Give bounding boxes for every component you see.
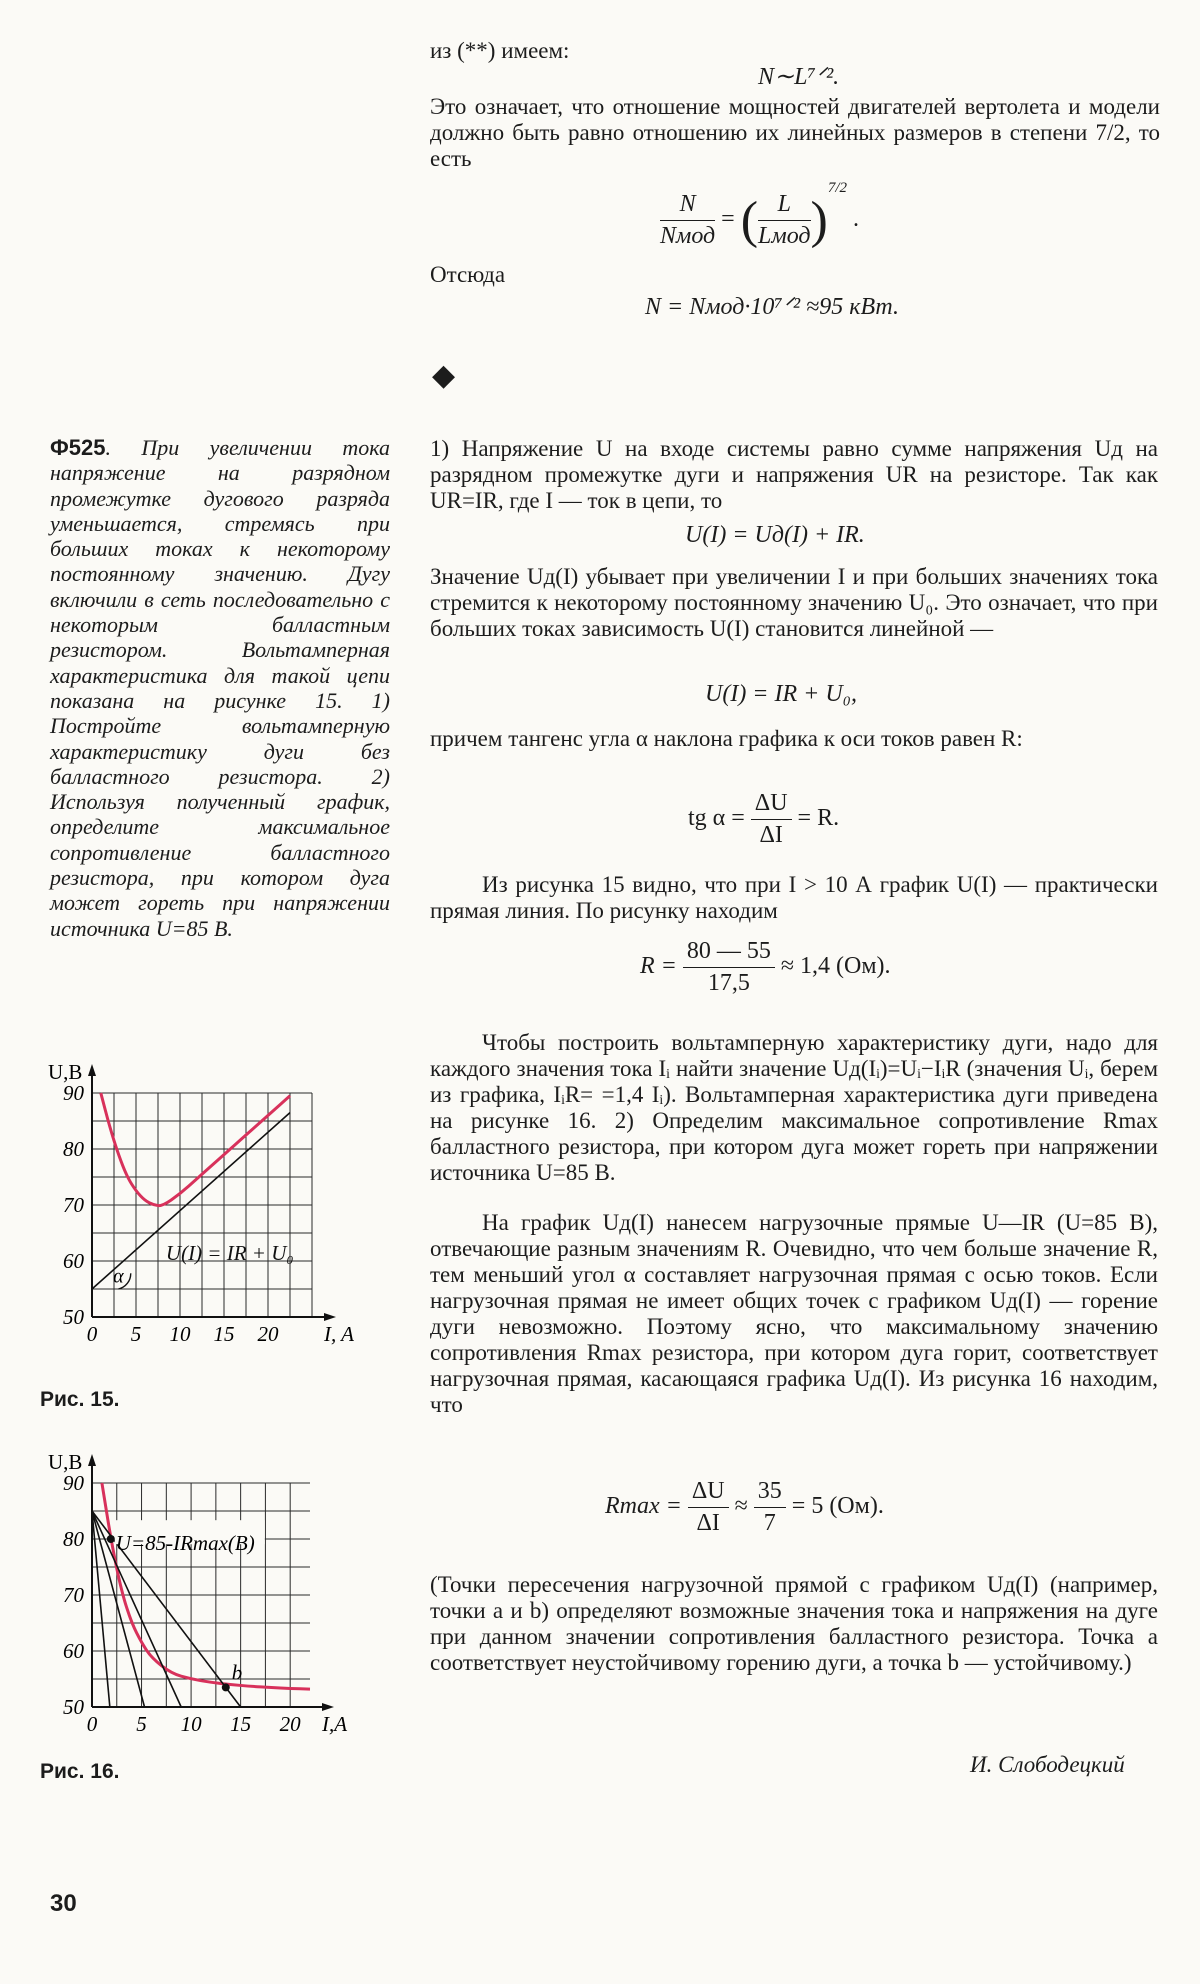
- figure-15-chart: [40, 1045, 410, 1365]
- series-line-curve: [102, 1483, 310, 1689]
- fraction-n: $\frac{N}{\text{Nмод}}$: [660, 190, 716, 249]
- solution-paragraph-3: причем тангенс угла α наклона графика к оси токов равен R:: [430, 726, 1023, 751]
- annotation-load-line: U=85-IRmax(B): [115, 1531, 255, 1556]
- y-tick-label: 70: [63, 1583, 84, 1607]
- y-axis-label: U,B: [48, 1450, 83, 1474]
- y-axis-arrow: [88, 1064, 96, 1076]
- y-axis-label: U,B: [48, 1060, 83, 1084]
- x-tick-label: 0: [86, 1322, 98, 1346]
- intro-line: из (**) имеем:: [430, 38, 570, 63]
- x-axis-arrow: [324, 1313, 336, 1321]
- equation-tangent: tg α = $\frac{\Delta U}{\Delta I}$ = R.: [688, 790, 840, 848]
- y-tick-label: 90: [63, 1081, 84, 1105]
- y-tick-label: 50: [63, 1695, 84, 1719]
- solution-paragraph-2: Значение Uд(I) убывает при увеличении I и при больших значениях тока стремится к некоторому постоянному значению U₀. Это означает, что при больших токах зависимость U(I) становится линейной —: [430, 564, 1158, 641]
- solution-paragraph-5: Чтобы построить вольтамперную характеристику дуги, надо для каждого значения тока Iᵢ найти значение Uд(Iᵢ)=Uᵢ−IᵢR (значения Uᵢ, берем из графика, IᵢR= =1,4 Iᵢ). Вольтамперная характеристика дуги приведена на рисунке 16. 2) Определим максимальное сопротивление Rmax балластного резистора, при котором дуга может гореть при напряжении источника U=85 В.: [430, 1030, 1158, 1185]
- figure-16-plot: [48, 1450, 347, 1736]
- x-tick-label: 0: [86, 1712, 98, 1736]
- y-tick-label: 60: [63, 1249, 84, 1273]
- x-tick-label: 5: [136, 1712, 147, 1736]
- x-tick-label: 5: [130, 1322, 142, 1346]
- solution-paragraph-6: На график Uд(I) нанесем нагрузочные прямые U—IR (U=85 В), отвечающие разным значениям R. Очевидно, что чем больше значение R, тем меньший угол α составляет нагрузочная прямая с осью токов. Если нагрузочная прямая не имеет общих точек с графиком Uд(I) — горение дуги невозможно. Поэтому ясно, что максимальному значению сопротивления Rmax резистора, при котором дуга горит, соответствует нагрузочная прямая, касающаяся графика Uд(I). Из рисунка 16 находим, что: [430, 1210, 1158, 1417]
- paragraph-power-ratio: Это означает, что отношение мощностей двигателей вертолета и модели должно быть равно отношению их линейных размеров в степени 7/2, то есть: [430, 94, 1160, 171]
- x-axis-label: I,A: [322, 1712, 348, 1736]
- x-tick-label: 10: [169, 1322, 191, 1346]
- equation-n-proportional: N∼L⁷ᐟ².: [758, 64, 840, 90]
- author-signature: И. Слободецкий: [970, 1752, 1125, 1777]
- figure-16-chart: [40, 1435, 410, 1755]
- x-tick-label: 15: [213, 1322, 235, 1346]
- problem-statement: [50, 435, 390, 941]
- y-tick-label: 60: [63, 1639, 84, 1663]
- y-tick-label: 80: [63, 1527, 84, 1551]
- equation-n-value: N = Nмод·10⁷ᐟ² ≈95 кВт.: [645, 294, 900, 320]
- y-tick-label: 90: [63, 1471, 84, 1495]
- equation-u-sum: U(I) = Uд(I) + IR.: [685, 522, 865, 548]
- page-number: 30: [50, 1890, 77, 1917]
- y-axis-arrow: [88, 1454, 96, 1466]
- x-tick-label: 20: [279, 1712, 301, 1736]
- data-point-a: [107, 1535, 115, 1543]
- solution-paragraph-7: (Точки пересечения нагрузочной прямой с графиком Uд(I) (например, точки a и b) определяют возможные значения тока и напряжения на дуге при данном значении сопротивления балластного резистора. Точка a соответствует неустойчивому горению дуги, а точка b — устойчивому.): [430, 1572, 1158, 1675]
- equation-rmax: Rmax = $\frac{\Delta U}{\Delta I}$ ≈ $\frac{35}{7}$ = 5 (Ом).: [605, 1478, 884, 1536]
- section-diamond-icon: ◆: [432, 358, 456, 393]
- fraction-l: $\frac{L}{\text{Lмод}}$: [758, 190, 811, 249]
- x-axis-label: I, A: [324, 1322, 354, 1346]
- point-label-b: b: [231, 1660, 243, 1685]
- y-tick-label: 80: [63, 1137, 84, 1161]
- fraction-du-di: $\frac{\Delta U}{\Delta I}$: [751, 790, 792, 849]
- x-tick-label: 20: [257, 1322, 279, 1346]
- hence-word: Отсюда: [430, 262, 506, 287]
- equation-ratio: $\frac{N}{\text{Nмод}}$ = ( $\frac{L}{\text{Lмод}}$ )$^{7/2}$ .: [660, 180, 860, 249]
- fraction-rmax-1: $\frac{\Delta U}{\Delta I}$: [688, 1478, 729, 1537]
- y-tick-label: 70: [63, 1193, 84, 1217]
- x-tick-label: 15: [230, 1712, 252, 1736]
- fraction-r: $\frac{80 — 55}{17,5}$: [683, 938, 775, 997]
- annotation-linear-eq: U(I) = IR + U₀: [165, 1240, 294, 1265]
- problem-id: Ф525: [50, 435, 106, 460]
- equation-r-value: R = $\frac{80 — 55}{17,5}$ ≈ 1,4 (Ом).: [640, 938, 891, 996]
- fraction-rmax-2: $\frac{35}{7}$: [754, 1478, 786, 1537]
- annotation-alpha: α: [113, 1265, 124, 1288]
- x-tick-label: 10: [180, 1712, 202, 1736]
- solution-paragraph-4: Из рисунка 15 видно, что при I > 10 А график U(I) — практически прямая линия. По рисунку находим: [430, 872, 1158, 923]
- figure-15-caption: Рис. 15.: [40, 1388, 120, 1411]
- x-axis-arrow: [322, 1703, 334, 1711]
- figure-15-plot: [48, 1060, 354, 1346]
- solution-paragraph-1: 1) Напряжение U на входе системы равно сумме напряжения Uд на разрядном промежутке дуги и напряжения UR на резисторе. Так как UR=IR, где I — ток в цепи, то: [430, 436, 1158, 513]
- y-tick-label: 50: [63, 1305, 84, 1329]
- figure-16-caption: Рис. 16.: [40, 1760, 120, 1783]
- data-point-b: [222, 1683, 230, 1691]
- problem-text: . При увеличении тока напряжение на разрядном промежутке дугового разряда уменьшается, стремясь при больших токах к некоторому постоянному значению. Дугу включили в сеть последовательно с некоторым балластным резистором. Вольтамперная характеристика для такой цепи показана на рисунке 15. 1) Постройте вольтамперную характеристику дуги без балластного резистора. 2) Используя полученный график, определите максимальное сопротивление балластного резистора, при котором дуга может гореть при напряжении источника U=85 В.: [50, 435, 390, 941]
- equation-u-linear: U(I) = IR + U₀,: [705, 681, 858, 707]
